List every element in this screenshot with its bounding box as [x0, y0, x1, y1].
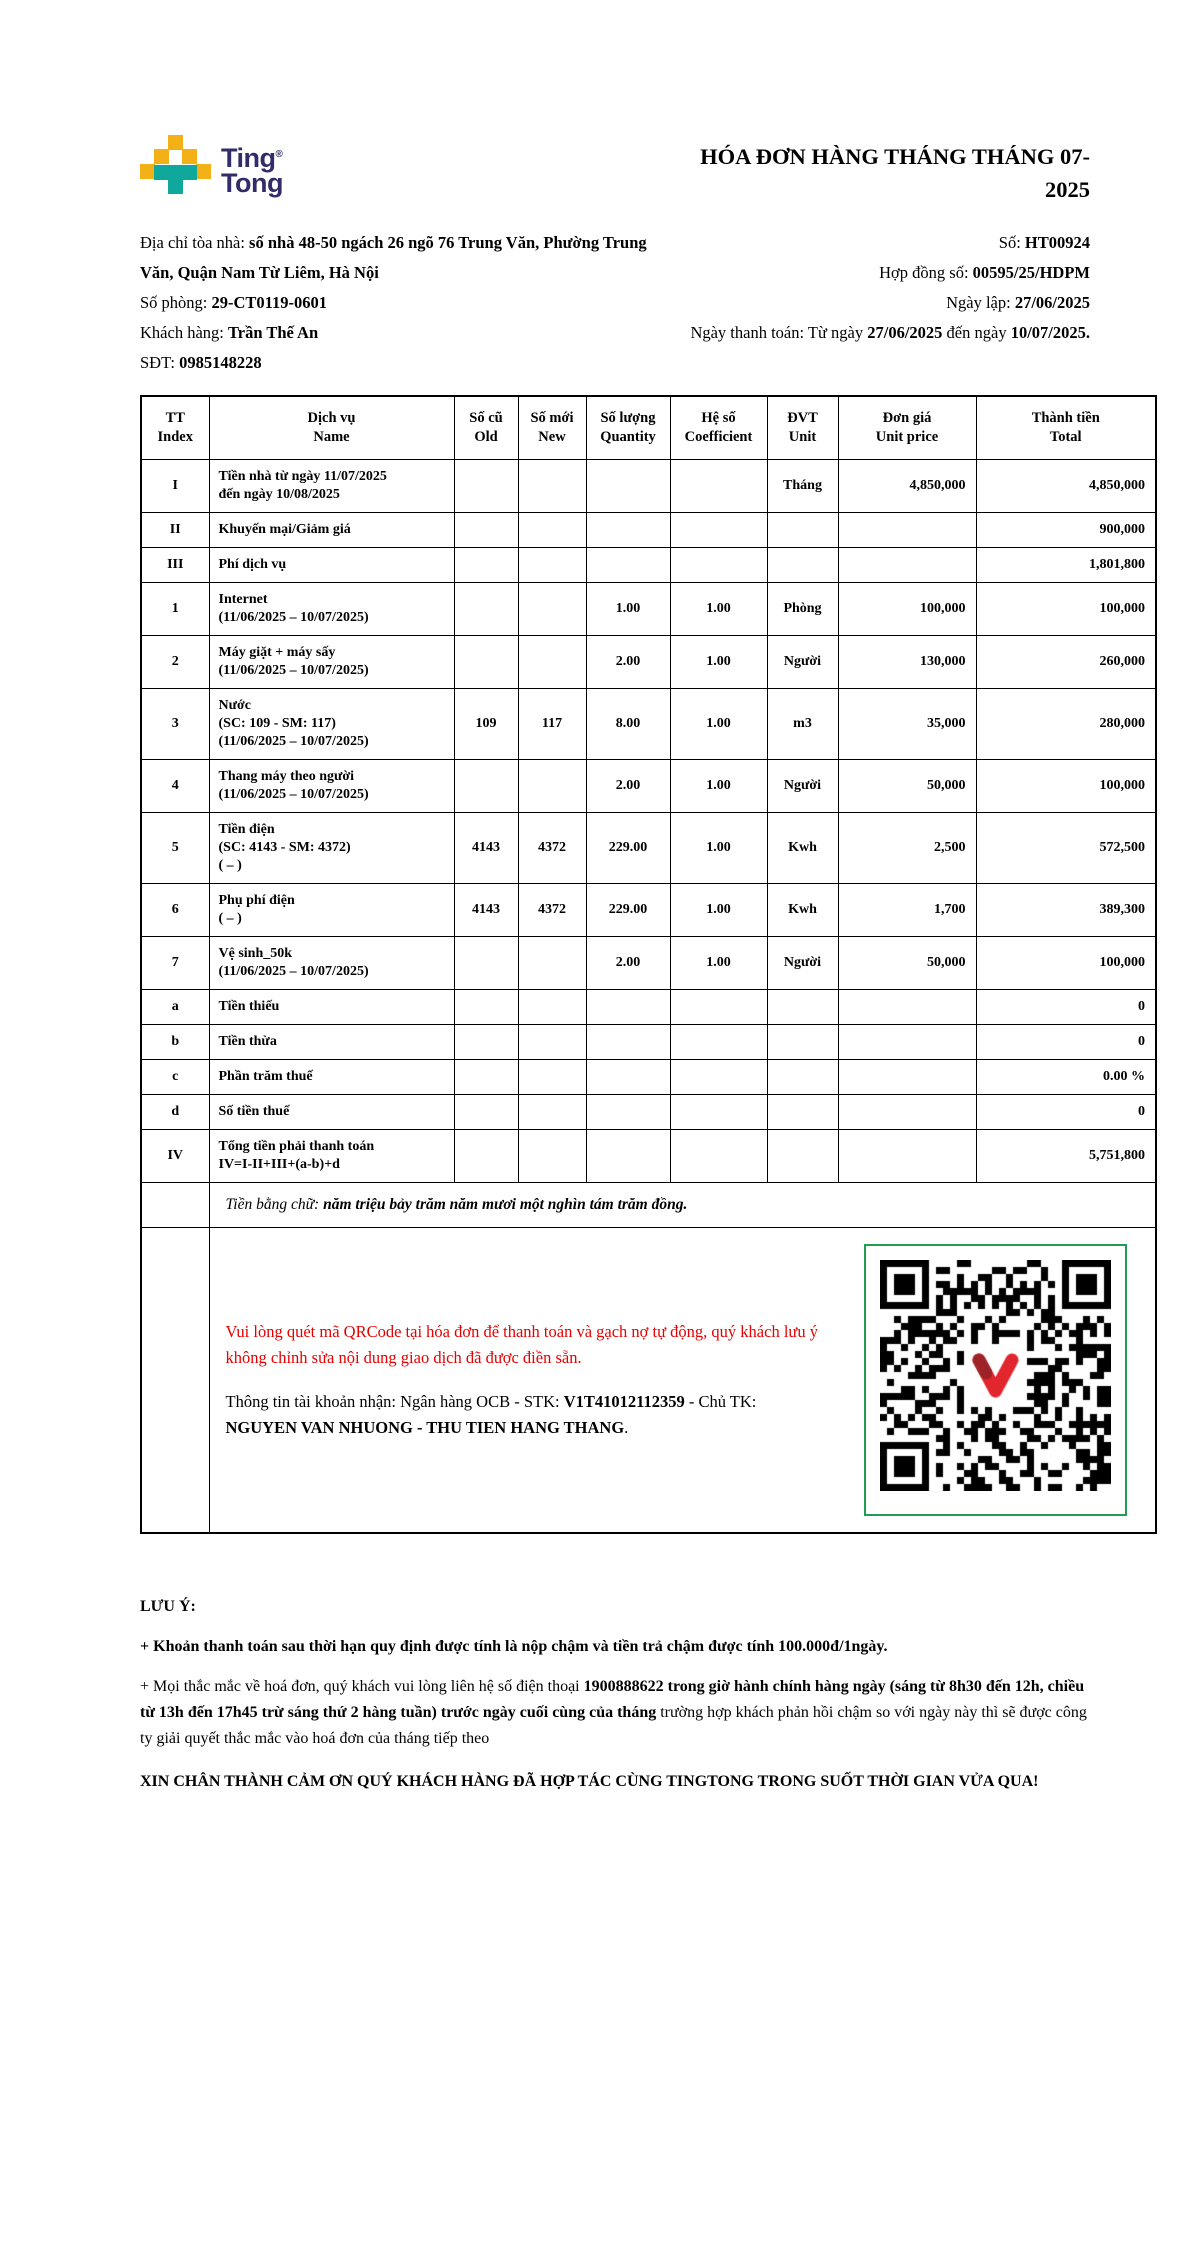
cell-price: [838, 1060, 976, 1095]
cell-old: [454, 1130, 518, 1183]
cell-unit: Kwh: [767, 813, 838, 884]
cell-name: Số tiền thuế: [209, 1095, 454, 1130]
cell-price: [838, 1130, 976, 1183]
cell-coef: 1.00: [670, 813, 767, 884]
table-row: [141, 884, 1156, 937]
column-header: ĐVT Unit: [767, 396, 838, 460]
cell-old: [454, 760, 518, 813]
amount-in-words-row: [141, 1183, 1156, 1228]
table-row: [141, 1025, 1156, 1060]
table-row: [141, 636, 1156, 689]
cell-tt: d: [141, 1095, 209, 1130]
cell-name: Tiền thiếu: [209, 990, 454, 1025]
cell-total: 260,000: [976, 636, 1156, 689]
column-header: TT Index: [141, 396, 209, 460]
cell-qty: 2.00: [586, 937, 670, 990]
tingtong-logo-icon: [140, 135, 212, 195]
cell-coef: [670, 990, 767, 1025]
cell-name: Máy giặt + máy sấy (11/06/2025 – 10/07/2025): [209, 636, 454, 689]
cell-qty: [586, 548, 670, 583]
cell-qty: 2.00: [586, 636, 670, 689]
cell-name: Internet (11/06/2025 – 10/07/2025): [209, 583, 454, 636]
cell-total: 0: [976, 1025, 1156, 1060]
cell-price: 100,000: [838, 583, 976, 636]
cell-new: [518, 1095, 586, 1130]
cell-unit: Kwh: [767, 884, 838, 937]
cell-total: 389,300: [976, 884, 1156, 937]
cell-qty: [586, 1025, 670, 1060]
cell-old: [454, 513, 518, 548]
cell-total: 1,801,800: [976, 548, 1156, 583]
cell-unit: [767, 1095, 838, 1130]
cell-price: 50,000: [838, 937, 976, 990]
cell-new: [518, 937, 586, 990]
cell-price: 130,000: [838, 636, 976, 689]
invoice-table-head: [141, 396, 1156, 460]
payment-period: Ngày thanh toán: Từ ngày 27/06/2025 đến ngày 10/07/2025.: [690, 323, 1090, 342]
cell-new: [518, 1025, 586, 1060]
table-row: [141, 1130, 1156, 1183]
column-header: Thành tiền Total: [976, 396, 1156, 460]
qr-row: [141, 1228, 1156, 1534]
cell-new: 4372: [518, 884, 586, 937]
cell-unit: [767, 990, 838, 1025]
notes-heading: LƯU Ý:: [140, 1598, 196, 1615]
cell-price: [838, 1095, 976, 1130]
cell-unit: Phòng: [767, 583, 838, 636]
cell-coef: 1.00: [670, 884, 767, 937]
room-number: Số phòng: 29-CT0119-0601: [140, 293, 328, 312]
column-header: Dịch vụ Name: [209, 396, 454, 460]
cell-tt: a: [141, 990, 209, 1025]
hotline-note: + Mọi thắc mắc về hoá đơn, quý khách vui lòng liên hệ số điện thoại 1900888622 trong giờ hành chính hàng ngày (sáng từ 8h30 đến 12h, chiều từ 13h đến 17h45 trừ sáng thứ 2 hàng tuần) trước ngày cuối cùng của tháng trường hợp khách phản hồi chậm so với ngày này thì sẽ được công ty giải quyết thắc mắc vào hoá đơn của tháng tiếp theo: [140, 1678, 1087, 1747]
table-row: [141, 937, 1156, 990]
cell-name: Phần trăm thuế: [209, 1060, 454, 1095]
cell-new: [518, 1130, 586, 1183]
cell-qty: 1.00: [586, 583, 670, 636]
cell-old: [454, 937, 518, 990]
cell-tt: 6: [141, 884, 209, 937]
table-row: [141, 689, 1156, 760]
cell-coef: [670, 1095, 767, 1130]
table-row: [141, 583, 1156, 636]
cell-total: 5,751,800: [976, 1130, 1156, 1183]
cell-price: 2,500: [838, 813, 976, 884]
cell-qty: [586, 513, 670, 548]
cell-old: [454, 1025, 518, 1060]
cell-name: Thang máy theo người (11/06/2025 – 10/07/2025): [209, 760, 454, 813]
cell-price: [838, 1025, 976, 1060]
cell-tt: 7: [141, 937, 209, 990]
invoice-number: Số: HT00924: [998, 233, 1090, 252]
contract-number: Hợp đồng số: 00595/25/HDPM: [879, 263, 1090, 282]
column-header: Đơn giá Unit price: [838, 396, 976, 460]
table-header-row: [141, 396, 1156, 460]
column-header: Số mới New: [518, 396, 586, 460]
column-header: Hệ số Coefficient: [670, 396, 767, 460]
cell-price: [838, 548, 976, 583]
cell-new: [518, 760, 586, 813]
cell-old: [454, 1060, 518, 1095]
cell-qty: [586, 1130, 670, 1183]
cell-total: 4,850,000: [976, 460, 1156, 513]
cell-total: 100,000: [976, 937, 1156, 990]
cell-coef: [670, 1060, 767, 1095]
cell-coef: [670, 460, 767, 513]
cell-name: Phụ phí điện ( – ): [209, 884, 454, 937]
cell-tt: 2: [141, 636, 209, 689]
cell-qty: 229.00: [586, 813, 670, 884]
cell-old: [454, 583, 518, 636]
cell-name: Nước (SC: 109 - SM: 117) (11/06/2025 – 10/07/2025): [209, 689, 454, 760]
invoice-meta: [655, 228, 1090, 378]
customer-info: [140, 228, 655, 378]
cell-unit: Người: [767, 636, 838, 689]
cell-name: Khuyến mại/Giảm giá: [209, 513, 454, 548]
cell-name: Tiền điện (SC: 4143 - SM: 4372) ( – ): [209, 813, 454, 884]
invoice-title: HÓA ĐƠN HÀNG THÁNG THÁNG 07-2025: [700, 144, 1090, 202]
cell-price: 50,000: [838, 760, 976, 813]
cell-unit: [767, 513, 838, 548]
cell-total: 280,000: [976, 689, 1156, 760]
cell-price: 35,000: [838, 689, 976, 760]
cell-unit: [767, 548, 838, 583]
cell-qty: [586, 990, 670, 1025]
cell-coef: 1.00: [670, 937, 767, 990]
cell-old: [454, 1095, 518, 1130]
cell-unit: [767, 1060, 838, 1095]
cell-old: [454, 460, 518, 513]
cell-coef: [670, 513, 767, 548]
qr-red-note: Vui lòng quét mã QRCode tại hóa đơn để thanh toán và gạch nợ tự động, quý khách lưu ý không chỉnh sửa nội dung giao dịch đã được điền sẵn.: [225, 1322, 818, 1367]
cell-total: 0: [976, 1095, 1156, 1130]
table-row: [141, 1095, 1156, 1130]
cell-unit: Người: [767, 937, 838, 990]
invoice-table-body: [141, 460, 1156, 1183]
cell-old: [454, 636, 518, 689]
empty-cell: [141, 1183, 209, 1228]
amount-in-words: Tiền bằng chữ: năm triệu bảy trăm năm mươi một nghìn tám trăm đồng.: [209, 1183, 1156, 1228]
cell-name: Vệ sinh_50k (11/06/2025 – 10/07/2025): [209, 937, 454, 990]
table-row: [141, 1060, 1156, 1095]
cell-total: 0.00 %: [976, 1060, 1156, 1095]
cell-unit: [767, 1130, 838, 1183]
building-address: Địa chỉ tòa nhà: số nhà 48-50 ngách 26 ngõ 76 Trung Văn, Phường Trung Văn, Quận Nam Từ Liêm, Hà Nội: [140, 233, 647, 282]
cell-qty: [586, 1060, 670, 1095]
cell-name: Tiền nhà từ ngày 11/07/2025 đến ngày 10/08/2025: [209, 460, 454, 513]
cell-new: [518, 636, 586, 689]
cell-coef: 1.00: [670, 760, 767, 813]
cell-tt: III: [141, 548, 209, 583]
cell-price: [838, 990, 976, 1025]
late-payment-note: + Khoản thanh toán sau thời hạn quy định được tính là nộp chậm và tiền trả chậm được tính 100.000đ/1ngày.: [140, 1638, 888, 1655]
tingtong-logo: [140, 135, 283, 196]
cell-old: 109: [454, 689, 518, 760]
cell-name: Phí dịch vụ: [209, 548, 454, 583]
cell-qty: [586, 1095, 670, 1130]
qr-code-image: [880, 1260, 1111, 1491]
cell-new: 117: [518, 689, 586, 760]
cell-old: 4143: [454, 884, 518, 937]
cell-new: [518, 1060, 586, 1095]
table-row: [141, 548, 1156, 583]
cell-new: [518, 990, 586, 1025]
cell-old: [454, 548, 518, 583]
column-header: Số lượng Quantity: [586, 396, 670, 460]
cell-name: Tổng tiền phải thanh toán IV=I-II+III+(a-b)+d: [209, 1130, 454, 1183]
table-row: [141, 513, 1156, 548]
cell-qty: 2.00: [586, 760, 670, 813]
column-header: Số cũ Old: [454, 396, 518, 460]
customer-name: Khách hàng: Trần Thế An: [140, 323, 319, 342]
cell-price: [838, 513, 976, 548]
cell-coef: [670, 548, 767, 583]
cell-tt: b: [141, 1025, 209, 1060]
invoice-notes: [140, 1594, 1155, 1794]
invoice-info: [140, 228, 1155, 378]
thanks-message: XIN CHÂN THÀNH CẢM ƠN QUÝ KHÁCH HÀNG ĐÃ HỢP TÁC CÙNG TINGTONG TRONG SUỐT THỜI GIAN VỬA QUA!: [140, 1773, 1039, 1790]
cell-unit: m3: [767, 689, 838, 760]
cell-tt: c: [141, 1060, 209, 1095]
cell-total: 900,000: [976, 513, 1156, 548]
registered-mark: ®: [275, 149, 283, 160]
cell-tt: II: [141, 513, 209, 548]
cell-tt: 3: [141, 689, 209, 760]
table-row: [141, 990, 1156, 1025]
cell-new: [518, 548, 586, 583]
invoice-table: [140, 395, 1157, 1534]
cell-tt: 5: [141, 813, 209, 884]
cell-qty: 8.00: [586, 689, 670, 760]
cell-new: [518, 513, 586, 548]
cell-price: 1,700: [838, 884, 976, 937]
cell-old: [454, 990, 518, 1025]
cell-unit: [767, 1025, 838, 1060]
cell-price: 4,850,000: [838, 460, 976, 513]
tingtong-logo-text: Ting® Tong: [221, 143, 283, 198]
cell-qty: [586, 460, 670, 513]
cell-coef: 1.00: [670, 689, 767, 760]
cell-total: 0: [976, 990, 1156, 1025]
table-row: [141, 460, 1156, 513]
cell-coef: [670, 1130, 767, 1183]
cell-total: 100,000: [976, 760, 1156, 813]
cell-name: Tiền thừa: [209, 1025, 454, 1060]
cell-tt: IV: [141, 1130, 209, 1183]
issue-date: Ngày lập: 27/06/2025: [946, 293, 1090, 312]
cell-new: [518, 583, 586, 636]
invoice-page: [140, 135, 1155, 1809]
cell-unit: Người: [767, 760, 838, 813]
invoice-header: [140, 135, 1155, 215]
cell-coef: 1.00: [670, 636, 767, 689]
qr-section: [209, 1228, 1156, 1534]
cell-tt: 1: [141, 583, 209, 636]
cell-coef: [670, 1025, 767, 1060]
payment-instructions: [210, 1319, 826, 1441]
bank-account-info: Thông tin tài khoản nhận: Ngân hàng OCB - STK: V1T41012112359 - Chủ TK: NGUYEN VAN NHUONG - THU TIEN HANG THANG.: [225, 1392, 757, 1437]
payment-qr-code[interactable]: [864, 1244, 1127, 1516]
cell-qty: 229.00: [586, 884, 670, 937]
cell-new: [518, 460, 586, 513]
cell-coef: 1.00: [670, 583, 767, 636]
cell-unit: Tháng: [767, 460, 838, 513]
cell-tt: 4: [141, 760, 209, 813]
cell-total: 572,500: [976, 813, 1156, 884]
cell-new: 4372: [518, 813, 586, 884]
cell-old: 4143: [454, 813, 518, 884]
invoice-table-footer: [141, 1183, 1156, 1534]
cell-total: 100,000: [976, 583, 1156, 636]
table-row: [141, 813, 1156, 884]
cell-tt: I: [141, 460, 209, 513]
customer-phone: SĐT: 0985148228: [140, 353, 262, 372]
table-row: [141, 760, 1156, 813]
empty-cell: [141, 1228, 209, 1534]
